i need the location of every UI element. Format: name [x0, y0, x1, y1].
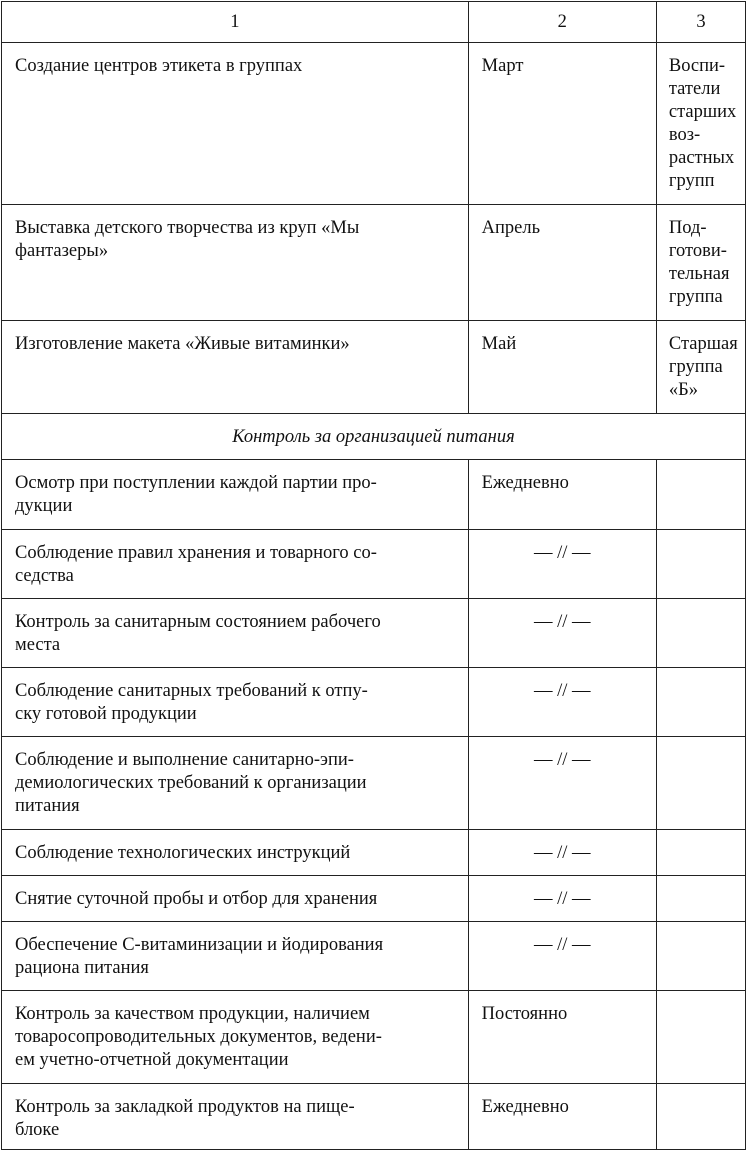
responsible-cell: Воспи- татели старших воз- растных групп: [656, 43, 745, 205]
event-cell: Обеспечение С-витаминизации и йодирования рациона питания: [2, 922, 469, 991]
table-header-row: [2, 2, 746, 43]
responsible-cell: Старшая группа «Б»: [656, 321, 745, 414]
table-row: [2, 1084, 746, 1150]
responsible-cell: [656, 1084, 745, 1150]
table-row: [2, 737, 746, 830]
section-row: [2, 414, 746, 460]
event-cell: Изготовление макета «Живые витаминки»: [2, 321, 469, 414]
responsible-cell: [656, 830, 745, 876]
responsible-cell: [656, 991, 745, 1084]
table-row: [2, 830, 746, 876]
table-row: [2, 205, 746, 321]
date-cell: — // —: [468, 876, 656, 922]
responsible-cell: Под- готови- тельная группа: [656, 205, 745, 321]
table-row: [2, 668, 746, 737]
header-cell-2: 2: [468, 2, 656, 43]
table-row: [2, 876, 746, 922]
responsible-cell: [656, 668, 745, 737]
event-cell: Осмотр при поступлении каждой партии про- дукции: [2, 460, 469, 530]
date-cell: Ежедневно: [468, 1084, 656, 1150]
date-cell: Ежедневно: [468, 460, 656, 530]
responsible-cell: [656, 530, 745, 599]
date-cell: — // —: [468, 737, 656, 830]
table-row: [2, 460, 746, 530]
table-row: [2, 922, 746, 991]
table-row: [2, 599, 746, 668]
event-cell: Контроль за санитарным состоянием рабочего места: [2, 599, 469, 668]
date-cell: Апрель: [468, 205, 656, 321]
event-cell: Соблюдение и выполнение санитарно-эпи- демиологических требований к организации питания: [2, 737, 469, 830]
table-row: [2, 321, 746, 414]
event-cell: Создание центров этикета в группах: [2, 43, 469, 205]
date-cell: Май: [468, 321, 656, 414]
event-cell: Соблюдение правил хранения и товарного со- седства: [2, 530, 469, 599]
responsible-cell: [656, 599, 745, 668]
header-cell-3: 3: [656, 2, 745, 43]
event-cell: Выставка детского творчества из круп «Мы фантазеры»: [2, 205, 469, 321]
date-cell: — // —: [468, 830, 656, 876]
event-cell: Контроль за качеством продукции, наличием товаросопроводительных документов, ведени- ем учетно-отчетной документации: [2, 991, 469, 1084]
date-cell: — // —: [468, 922, 656, 991]
event-cell: Снятие суточной пробы и отбор для хранения: [2, 876, 469, 922]
date-cell: — // —: [468, 530, 656, 599]
section-title: Контроль за организацией питания: [2, 414, 746, 460]
responsible-cell: [656, 737, 745, 830]
event-cell: Контроль за закладкой продуктов на пище- блоке: [2, 1084, 469, 1150]
plan-table: [1, 1, 746, 1150]
responsible-cell: [656, 876, 745, 922]
table-row: [2, 530, 746, 599]
event-cell: Соблюдение технологических инструкций: [2, 830, 469, 876]
responsible-cell: [656, 922, 745, 991]
table-row: [2, 991, 746, 1084]
date-cell: Март: [468, 43, 656, 205]
date-cell: — // —: [468, 599, 656, 668]
date-cell: Постоянно: [468, 991, 656, 1084]
date-cell: — // —: [468, 668, 656, 737]
responsible-cell: [656, 460, 745, 530]
event-cell: Соблюдение санитарных требований к отпу- ску готовой продукции: [2, 668, 469, 737]
header-cell-1: 1: [2, 2, 469, 43]
table-row: [2, 43, 746, 205]
